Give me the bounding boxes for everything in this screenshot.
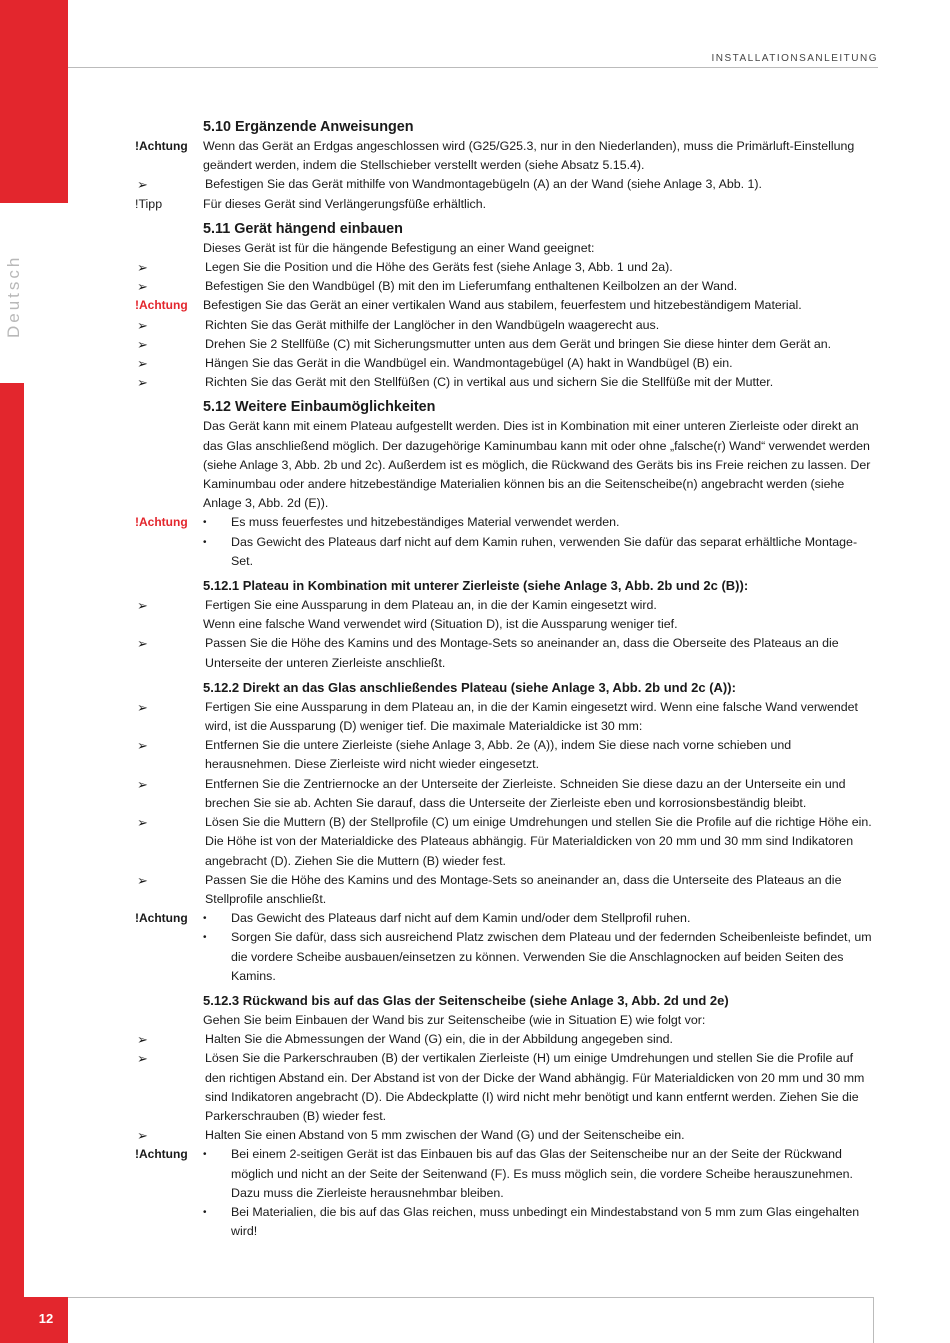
paragraph-text: Hängen Sie das Gerät in die Wandbügel ein. Wandmontagebügel (A) hakt in Wandbügel (B) ein.: [205, 356, 733, 371]
paragraph: [135, 373, 875, 392]
dot-bullet-icon: •: [203, 913, 207, 925]
arrowhead-bullet-icon: ➢: [137, 356, 148, 372]
arrowhead-bullet-icon: ➢: [137, 1051, 148, 1067]
paragraph-text: Halten Sie die Abmessungen der Wand (G) ein, die in der Abbildung angegeben sind.: [205, 1032, 673, 1047]
section-heading: 5.10 Ergänzende Anweisungen: [203, 119, 414, 135]
paragraph-text: Entfernen Sie die Zentriernocke an der Unterseite der Zierleiste. Schneiden Sie diese dazu an der Unterseite ein und brechen Sie sie ab. Achten Sie darauf, dass die Unterseite der Zierleiste eben und korrosionsbeständig bleibt.: [205, 776, 846, 810]
paragraph: [135, 258, 875, 277]
paragraph-text: Sorgen Sie dafür, dass sich ausreichend Platz zwischen dem Plateau und der federnden Scheibenleiste befindet, um die vordere Scheibe ausbauen/einsetzen zu können. Verwenden Sie die Anschlagnocken auf beiden Seiten des Kamins.: [231, 930, 872, 983]
paragraph-text: Drehen Sie 2 Stellfüße (C) mit Sicherungsmutter unten aus dem Gerät und bringen Sie diese hinter dem Gerät an.: [205, 336, 832, 351]
paragraph: [135, 1011, 875, 1030]
section-heading: 5.12.2 Direkt an das Glas anschließendes Plateau (siehe Anlage 3, Abb. 2b und 2c (A)):: [203, 679, 736, 695]
paragraph: [135, 277, 875, 296]
paragraph-text: Befestigen Sie das Gerät an einer vertikalen Wand aus stabilem, feuerfestem und hitzebeständigem Material.: [203, 298, 802, 313]
achtung-label: !Achtung: [135, 1147, 188, 1162]
footer-rule-vertical: [873, 1297, 874, 1343]
paragraph-text: Lösen Sie die Parkerschrauben (B) der vertikalen Zierleiste (H) um einige Umdrehungen und stellen Sie die Profile auf den richtigen Abstand ein. Der Abstand ist von der Dicke der Wand abhängig. Für Materialdicken von 20 mm und 30 mm sind Indikatoren angebracht (D). Die Abdeckplatte (I) wird nicht mehr benötigt und kann entfernt werden. Ziehen Sie die Parkerschrauben (B) wieder fest.: [205, 1051, 865, 1123]
paragraph: [135, 417, 875, 513]
section-heading: 5.12.1 Plateau in Kombination mit unterer Zierleiste (siehe Anlage 3, Abb. 2b und 2c (B)):: [203, 578, 749, 594]
paragraph: [135, 195, 875, 214]
red-side-bar-bottom: [0, 383, 24, 1343]
arrowhead-bullet-icon: ➢: [137, 279, 148, 295]
bullet-paragraph: [135, 513, 875, 532]
arrowhead-bullet-icon: ➢: [137, 815, 148, 831]
arrowhead-bullet-icon: ➢: [137, 336, 148, 352]
paragraph-text: Lösen Sie die Muttern (B) der Stellprofile (C) um einige Umdrehungen und stellen Sie die Profile auf die richtige Höhe ein. Die Höhe ist von der Materialdicke des Plateaus abhängig. Für Materialdicken von 20 mm und 30 mm sind Indikatoren angebracht (D). Ziehen Sie die Muttern (B) wieder fest.: [205, 815, 872, 868]
paragraph-text: Befestigen Sie den Wandbügel (B) mit den im Lieferumfang enthaltenen Keilbolzen an der Wand.: [205, 279, 738, 294]
paragraph: [135, 1049, 875, 1126]
paragraph-text: Das Gewicht des Plateaus darf nicht auf dem Kamin und/oder dem Stellprofil ruhen.: [231, 911, 691, 926]
paragraph: [135, 596, 875, 615]
paragraph: [135, 813, 875, 871]
dot-bullet-icon: •: [203, 517, 207, 529]
paragraph-text: Bei Materialien, die bis auf das Glas reichen, muss unbedingt ein Mindestabstand von 5 mm zum Glas eingehalten wird!: [231, 1204, 860, 1239]
paragraph-text: Befestigen Sie das Gerät mithilfe von Wandmontagebügeln (A) an der Wand (siehe Anlage 3, Abb. 1).: [205, 177, 762, 192]
paragraph: [135, 698, 875, 736]
paragraph-text: Wenn eine falsche Wand verwendet wird (Situation D), ist die Aussparung weniger tief.: [203, 617, 678, 632]
paragraph-text: Passen Sie die Höhe des Kamins und des Montage-Sets so aneinander an, dass die Oberseite des Plateaus an die Unterseite der unteren Zierleiste anschließt.: [205, 636, 839, 670]
paragraph-text: Passen Sie die Höhe des Kamins und des Montage-Sets so aneinander an, dass die Unterseite des Plateaus an die Stellprofile anschließt.: [205, 872, 842, 906]
paragraph-text: Das Gewicht des Plateaus darf nicht auf dem Kamin ruhen, verwenden Sie dafür das separat erhältliche Montage-Set.: [231, 534, 858, 568]
arrowhead-bullet-icon: ➢: [137, 1128, 148, 1144]
achtung-label: !Achtung: [135, 515, 188, 530]
paragraph-text: Gehen Sie beim Einbauen der Wand bis zur Seitenscheibe (wie in Situation E) wie folgt vor:: [203, 1012, 706, 1027]
paragraph-text: Richten Sie das Gerät mit den Stellfüßen (C) in vertikal aus und sichern Sie die Stellfüße mit der Mutter.: [205, 375, 774, 390]
paragraph: [135, 354, 875, 373]
paragraph: [135, 736, 875, 774]
arrowhead-bullet-icon: ➢: [137, 699, 148, 715]
paragraph: [135, 239, 875, 258]
arrowhead-bullet-icon: ➢: [137, 872, 148, 888]
section-heading: 5.11 Gerät hängend einbauen: [203, 220, 403, 237]
paragraph: [135, 296, 875, 315]
paragraph-text: Wenn das Gerät an Erdgas angeschlossen wird (G25/G25.3, nur in den Niederlanden), muss die Primärluft-Einstellung geändert werden, indem die Stellschieber verstellt werden (siehe Absatz 5.15.4).: [203, 139, 855, 173]
arrowhead-bullet-icon: ➢: [137, 776, 148, 792]
paragraph: [135, 316, 875, 335]
arrowhead-bullet-icon: ➢: [137, 738, 148, 754]
paragraph-text: Bei einem 2-seitigen Gerät ist das Einbauen bis auf das Glas der Seitenscheibe nur an der Seite der Rückwand möglich und nicht an der Seite der Seitenwand (F). Es muss möglich sein, die vordere Scheibe herauszunehmen. Dazu muss die Zierleiste herausnehmbar bleiben.: [231, 1147, 853, 1200]
paragraph-text: Legen Sie die Position und die Höhe des Geräts fest (siehe Anlage 3, Abb. 1 und 2a).: [205, 260, 673, 275]
achtung-label: !Achtung: [135, 298, 188, 313]
page-number: 12: [38, 1311, 54, 1326]
header-title: INSTALLATIONSANLEITUNG: [711, 53, 878, 64]
paragraph-text: Richten Sie das Gerät mithilfe der Langlöcher in den Wandbügeln waagerecht aus.: [205, 317, 660, 332]
red-side-bar-top: [0, 0, 68, 203]
document-body: [135, 112, 875, 1241]
achtung-label: !Achtung: [135, 139, 188, 153]
paragraph-text: Das Gerät kann mit einem Plateau aufgestellt werden. Dies ist in Kombination mit einer unteren Zierleiste oder direkt an das Glas anschließend möglich. Der dazugehörige Kaminumbau kann mit oder ohne „falsche(r) Wand“ verwendet werden (siehe Anlage 3, Abb. 2b und 2c). Außerdem ist es möglich, die Rückwand des Geräts bis ins Freie reichen zu lassen. Der Kaminumbau oder andere hitzebeständige Materialien können bis an die Seitenscheibe(n) angebracht werden (siehe Anlage 3, Abb. 2d (E)).: [203, 419, 871, 511]
bullet-paragraph: [135, 1203, 875, 1241]
arrowhead-bullet-icon: ➢: [137, 177, 148, 193]
header-rule: [68, 67, 878, 68]
arrowhead-bullet-icon: ➢: [137, 260, 148, 276]
paragraph-text: Es muss feuerfestes und hitzebeständiges Material verwendet werden.: [231, 515, 620, 530]
paragraph-text: Fertigen Sie eine Aussparung in dem Plateau an, in die der Kamin eingesetzt wird.: [205, 598, 657, 613]
paragraph-text: Halten Sie einen Abstand von 5 mm zwischen der Wand (G) und der Seitenscheibe ein.: [205, 1128, 685, 1143]
bullet-paragraph: [135, 1145, 875, 1203]
paragraph-text: Für dieses Gerät sind Verlängerungsfüße erhältlich.: [203, 196, 487, 211]
dot-bullet-icon: •: [203, 1149, 207, 1161]
paragraph: [135, 871, 875, 909]
paragraph: [135, 634, 875, 672]
paragraph: [135, 1126, 875, 1145]
paragraph: [135, 1030, 875, 1049]
language-label: Deutsch: [4, 254, 23, 338]
paragraph-text: Entfernen Sie die untere Zierleiste (siehe Anlage 3, Abb. 2e (A)), indem Sie diese nach vorne schieben und herausnehmen. Diese Zierleiste wird nicht wieder eingesetzt.: [205, 738, 792, 772]
arrowhead-bullet-icon: ➢: [137, 636, 148, 652]
bullet-paragraph: [135, 533, 875, 571]
section-heading: 5.12.3 Rückwand bis auf das Glas der Seitenscheibe (siehe Anlage 3, Abb. 2d und 2e): [203, 992, 729, 1008]
arrowhead-bullet-icon: ➢: [137, 375, 148, 391]
achtung-label: !Achtung: [135, 911, 188, 926]
dot-bullet-icon: •: [203, 932, 207, 944]
bullet-paragraph: [135, 909, 875, 928]
paragraph-text: Dieses Gerät ist für die hängende Befestigung an einer Wand geeignet:: [203, 240, 595, 255]
paragraph: [135, 335, 875, 354]
paragraph: [135, 775, 875, 813]
section-heading: 5.12 Weitere Einbaumöglichkeiten: [203, 399, 436, 416]
paragraph: [135, 615, 875, 634]
footer-rule: [68, 1297, 873, 1298]
tipp-label: !Tipp: [135, 196, 163, 211]
bullet-paragraph: [135, 928, 875, 986]
dot-bullet-icon: •: [203, 1206, 207, 1218]
arrowhead-bullet-icon: ➢: [137, 598, 148, 614]
paragraph-text: Fertigen Sie eine Aussparung in dem Plateau an, in die der Kamin eingesetzt wird. Wenn eine falsche Wand verwendet wird, ist die Aussparung (D) weniger tief. Die maximale Materialdicke ist 30 mm:: [205, 699, 858, 734]
arrowhead-bullet-icon: ➢: [137, 317, 148, 333]
dot-bullet-icon: •: [203, 536, 207, 548]
arrowhead-bullet-icon: ➢: [137, 1032, 148, 1048]
paragraph: [135, 137, 875, 175]
paragraph: [135, 175, 875, 194]
